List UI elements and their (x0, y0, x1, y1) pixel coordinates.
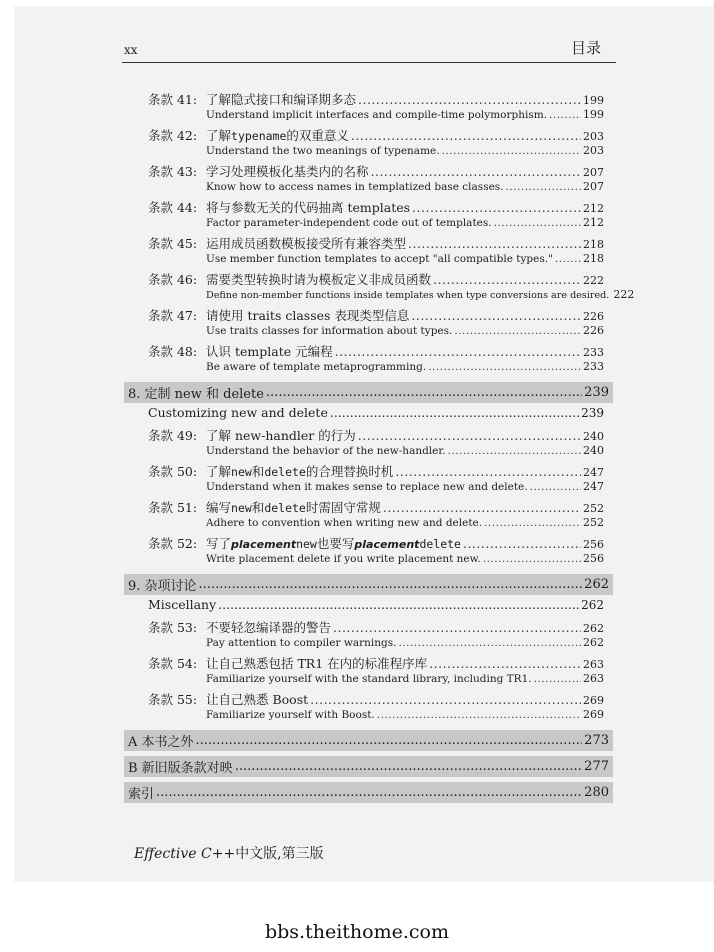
item-page: 233 (583, 346, 604, 359)
item-title-en: Use member function templates to accept "all compatible types." (206, 253, 553, 265)
item-page: 207 (583, 166, 604, 179)
book-title-rest: 中文版,第三版 (235, 846, 324, 862)
item-page-en: 218 (583, 252, 604, 265)
item-title-zh: 编写 (206, 500, 232, 515)
chapter-9-subtitle[interactable] (148, 597, 604, 612)
item-page: 247 (583, 466, 604, 479)
item-title-en: Write placement delete if you write placement new. (206, 553, 481, 565)
item-page: 256 (583, 538, 604, 551)
appendix-title: B 新旧版条款对映 (128, 761, 233, 776)
item-page-en: 252 (583, 516, 604, 529)
toc-item-46[interactable] (148, 270, 635, 304)
item-title-zh: 了解 (206, 128, 232, 143)
code-new: new (296, 537, 317, 551)
appendix-title: 索引 (128, 787, 155, 802)
item-title-en: Define non-member functions inside templates when type conversions are desired. (206, 290, 610, 301)
item-page: 222 (583, 274, 604, 287)
item-label: 条款 53: (148, 620, 198, 635)
item-title-zh: 需要类型转换时请为模板定义非成员函数 (206, 272, 432, 287)
item-title-zh-rest: 的双重意义 (286, 128, 349, 143)
code-new: new (231, 501, 252, 515)
item-title-en: Be aware of template metaprogramming. (206, 361, 427, 373)
item-label: 条款 52: (148, 536, 198, 551)
chapter-8-subtitle[interactable] (148, 405, 604, 420)
code-new: new (231, 465, 252, 479)
item-title-en: Pay attention to compiler warnings. (206, 637, 397, 649)
chapter-title: 9. 杂项讨论 (128, 579, 197, 594)
item-page: 203 (583, 130, 604, 143)
item-title-zh: 写了 (206, 536, 232, 551)
item-page: 212 (583, 202, 604, 215)
chapter-title: 8. 定制 new 和 delete (128, 387, 264, 402)
section-title: 目录 (571, 39, 602, 57)
toc-item-44[interactable] (148, 198, 604, 232)
item-title-en: Know how to access names in templatized base classes. (206, 181, 504, 193)
item-title-en: Familiarize yourself with Boost. (206, 709, 375, 721)
item-label: 条款 45: (148, 236, 198, 251)
toc-item-45[interactable] (148, 234, 604, 268)
appendix-title: A 本书之外 (128, 735, 194, 750)
item-title-en: Understand when it makes sense to replace new and delete. (206, 481, 528, 493)
book-title-footer (134, 843, 324, 863)
item-title-en: Understand the behavior of the new-handler. (206, 445, 446, 457)
item-page-en: 199 (583, 108, 604, 121)
index-band[interactable] (124, 782, 613, 803)
code-typename: typename (231, 129, 287, 143)
page-number-roman: xx (124, 43, 138, 57)
item-title-zh: 了解隐式接口和编译期多态 (206, 92, 357, 107)
chapter-sub-page: 262 (581, 598, 604, 612)
item-title-en: Understand implicit interfaces and compile-time polymorphism. (206, 109, 548, 121)
item-title-zh: 将与参数无关的代码抽离 templates (206, 200, 411, 215)
toc-item-49[interactable] (148, 426, 604, 460)
book-title-italic: Effective C++ (134, 846, 236, 862)
toc-item-55[interactable] (148, 690, 604, 724)
item-title-zh-rest: 时需固守常规 (305, 500, 381, 515)
toc-item-51[interactable] (148, 498, 604, 532)
item-page: 226 (583, 310, 604, 323)
header-rule (122, 62, 616, 63)
item-page-en: 247 (583, 480, 604, 493)
appendix-page: 273 (584, 733, 609, 748)
item-page-en: 222 (613, 288, 635, 301)
toc-item-41[interactable] (148, 90, 604, 124)
watermark-url: bbs.theithome.com (264, 921, 450, 943)
appendix-a-band[interactable] (124, 730, 613, 751)
toc-item-53[interactable] (148, 618, 604, 652)
item-title-zh: 学习处理模板化基类内的名称 (206, 164, 369, 179)
toc-item-50[interactable] (148, 462, 604, 496)
item-label: 条款 43: (148, 164, 198, 179)
item-title-zh: 请使用 traits classes 表现类型信息 (206, 308, 410, 323)
item-title-en: Adhere to convention when writing new and delete. (206, 517, 483, 529)
item-title-zh: 了解 new-handler 的行为 (206, 428, 356, 443)
item-page-en: 207 (583, 180, 604, 193)
toc-item-43[interactable] (148, 162, 604, 196)
chapter-page: 262 (584, 577, 609, 592)
item-title-en: Factor parameter-independent code out of templates. (206, 217, 492, 229)
item-page-en: 262 (583, 636, 604, 649)
appendix-b-band[interactable] (124, 756, 613, 777)
item-title-zh-mid: 也要写 (316, 536, 355, 551)
item-title-zh-mid: 和 (251, 464, 265, 479)
item-label: 条款 47: (148, 308, 198, 323)
item-page-en: 226 (583, 324, 604, 337)
item-page: 269 (583, 694, 604, 707)
item-label: 条款 51: (148, 500, 198, 515)
item-page-en: 233 (583, 360, 604, 373)
placement-italic: placement (231, 538, 297, 551)
item-title-en: Familiarize yourself with the standard library, including TR1. (206, 673, 532, 685)
item-label: 条款 44: (148, 200, 198, 215)
item-label: 条款 55: (148, 692, 198, 707)
toc-item-48[interactable] (148, 342, 604, 376)
item-page-en: 263 (583, 672, 604, 685)
item-title-en: Use traits classes for information about types. (206, 325, 453, 337)
item-page: 262 (583, 622, 604, 635)
chapter-subtitle: Miscellany (148, 597, 217, 612)
item-title-zh-rest: 的合理替换时机 (305, 464, 394, 479)
item-label: 条款 50: (148, 464, 198, 479)
item-label: 条款 46: (148, 272, 198, 287)
chapter-sub-page: 239 (581, 406, 604, 420)
item-page: 263 (583, 658, 604, 671)
code-delete: delete (419, 537, 461, 551)
chapter-subtitle: Customizing new and delete (148, 405, 328, 420)
item-page: 252 (583, 502, 604, 515)
item-label: 条款 48: (148, 344, 198, 359)
item-title-zh-mid: 和 (251, 500, 265, 515)
item-title-zh: 让自己熟悉 Boost (206, 692, 309, 707)
item-page: 199 (583, 94, 604, 107)
item-page-en: 203 (583, 144, 604, 157)
item-page: 240 (583, 430, 604, 443)
item-label: 条款 41: (148, 92, 198, 107)
item-label: 条款 49: (148, 428, 198, 443)
toc-item-52[interactable] (148, 534, 604, 568)
item-title-zh: 运用成员函数模板接受所有兼容类型 (206, 236, 407, 251)
code-delete: delete (264, 501, 306, 515)
item-page-en: 256 (583, 552, 604, 565)
appendix-page: 277 (584, 759, 609, 774)
item-page: 218 (583, 238, 604, 251)
item-title-zh: 了解 (206, 464, 232, 479)
toc-item-47[interactable] (148, 306, 604, 340)
toc-item-54[interactable] (148, 654, 604, 688)
appendix-page: 280 (584, 785, 609, 800)
code-delete: delete (264, 465, 306, 479)
item-title-zh: 让自己熟悉包括 TR1 在内的标准程序库 (206, 656, 428, 671)
item-page-en: 212 (583, 216, 604, 229)
item-page-en: 240 (583, 444, 604, 457)
item-title-en: Understand the two meanings of typename. (206, 145, 440, 157)
item-title-zh: 不要轻忽编译器的警告 (206, 620, 332, 635)
item-label: 条款 42: (148, 128, 198, 143)
toc-item-42[interactable] (148, 126, 604, 160)
item-page-en: 269 (583, 708, 604, 721)
chapter-page: 239 (584, 385, 609, 400)
item-title-zh: 认识 template 元编程 (206, 344, 333, 359)
chapter-8-band[interactable] (124, 382, 613, 403)
item-label: 条款 54: (148, 656, 198, 671)
placement-italic: placement (354, 538, 420, 551)
chapter-9-band[interactable] (124, 574, 613, 595)
